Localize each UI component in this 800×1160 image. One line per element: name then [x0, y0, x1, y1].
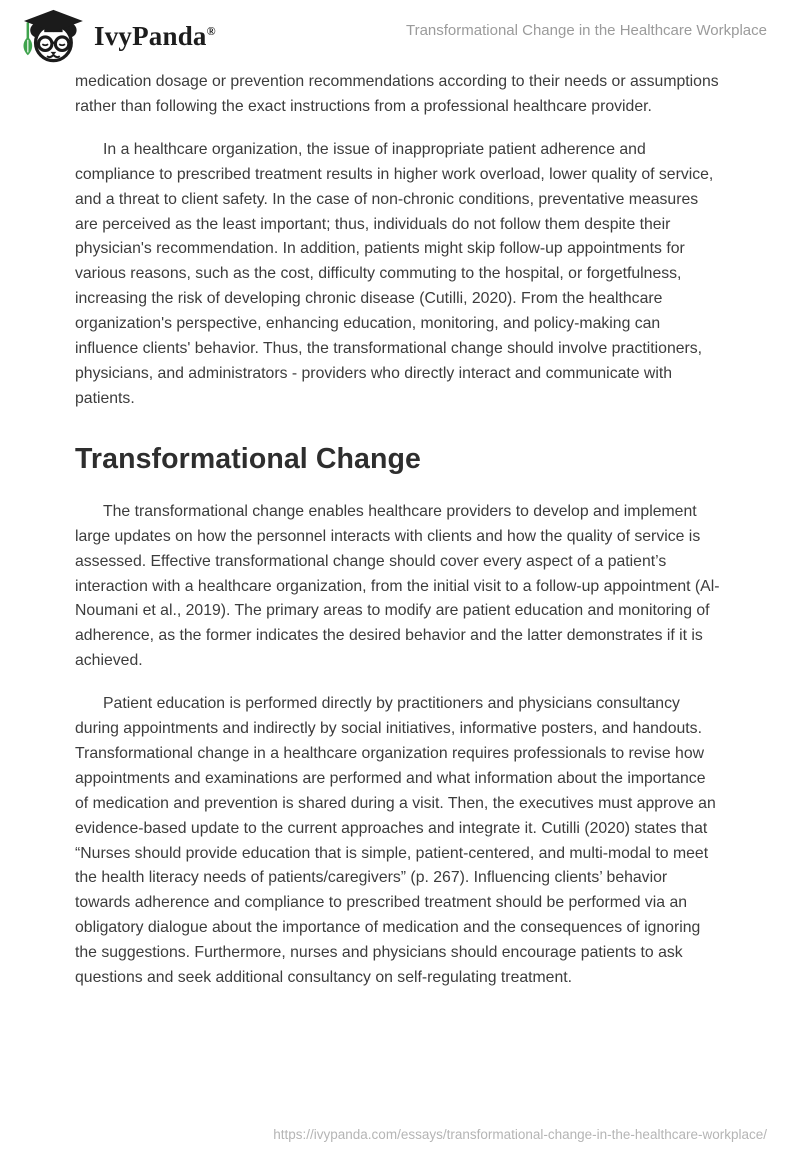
source-url: https://ivypanda.com/essays/transformational-change-in-the-healthcare-workplace/ — [273, 1127, 767, 1142]
paragraph: The transformational change enables healthcare providers to develop and implement large updates on how the personnel interacts with clients and how the quality of service is assessed. Effective transformational change should cover every aspect of a patient’s interaction with a healthcare organization, from the initial visit to a follow-up appointment (Al-Noumani et al., 2019). The primary areas to modify are patient education and monitoring of adherence, as the former indicates the desired behavior and the latter demonstrates if it is achieved. — [75, 502, 720, 670]
registered-trademark-symbol: ® — [206, 24, 216, 38]
ivypanda-panda-logo-icon — [14, 8, 88, 64]
brand-wordmark: IvyPanda — [94, 21, 207, 51]
page-footer — [273, 1126, 767, 1144]
paragraph: In a healthcare organization, the issue of inappropriate patient adherence and compliance to prescribed treatment results in higher work overload, lower quality of service, and a threat to client safety. In the case of non-chronic conditions, preventative measures are perceived as the least important; thus, individuals do not follow them despite their physician's recommendation. In addition, patients might skip follow-up appointments for various reasons, such as the cost, difficulty commuting to the hospital, or forgetfulness, increasing the risk of developing chronic disease (Cutilli, 2020). From the healthcare organization's perspective, enhancing education, monitoring, and policy-making can influence clients' behavior. Thus, the transformational change should involve practitioners, physicians, and administrators - providers who directly interact and communicate with patients. — [75, 140, 714, 407]
section-heading: Transformational Change — [75, 442, 421, 475]
paragraph: Patient education is performed directly by practitioners and physicians consultancy during appointments and indirectly by social initiatives, informative posters, and handouts. Transformational change in a healthcare organization requires professionals to revise how appointments and examinations are performed and what information about the importance of medication and prevention is shared during a visit. Then, the executives must approve an evidence-based update to the current approaches and integrate it. Cutilli (2020) states that “Nurses should provide education that is simple, patient-centered, and multi-modal to meet the health literacy needs of patients/caregivers” (p. 267). Influencing clients’ behavior towards adherence and compliance to prescribed treatment should be performed via an obligatory dialogue about the importance of medication and the consequences of ignoring the suggestions. Furthermore, nurses and physicians should encourage patients to ask questions and seek additional consultancy on self-regulating treatment. — [75, 695, 716, 987]
paragraph-continuation: medication dosage or prevention recommendations according to their needs or assumptions rather than following the exact instructions from a professional healthcare provider. — [75, 73, 719, 115]
essay-body — [75, 70, 723, 1009]
document-title: Transformational Change in the Healthcare Workplace — [405, 22, 767, 39]
page-header — [14, 8, 767, 64]
brand — [14, 8, 216, 64]
brand-name — [94, 8, 216, 64]
